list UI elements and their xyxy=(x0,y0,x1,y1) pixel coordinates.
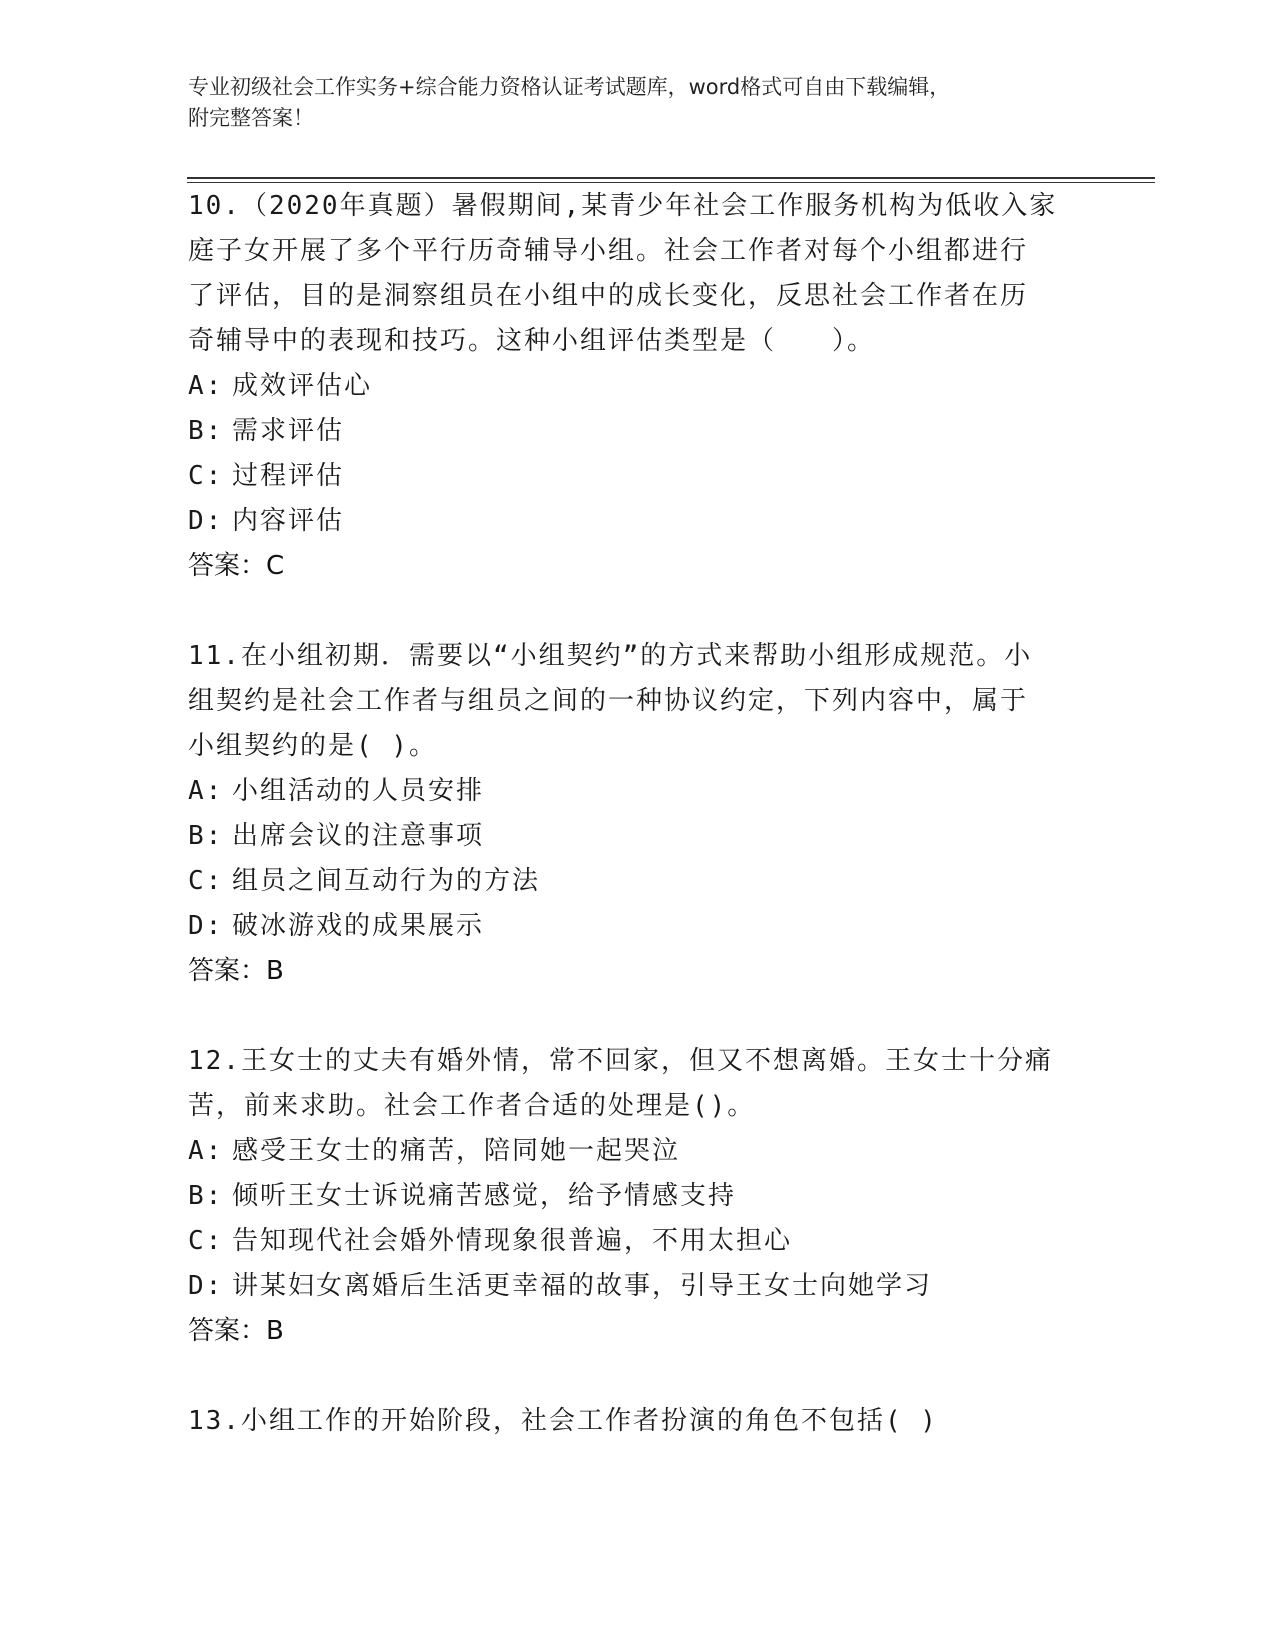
question-spacer xyxy=(188,1354,1088,1399)
stem-line: 12.王女士的丈夫有婚外情，常不回家，但又不想离婚。王女士十分痛 xyxy=(188,1046,1053,1076)
option-text: 感受王女士的痛苦，陪同她一起哭泣 xyxy=(232,1136,681,1166)
option-d xyxy=(188,499,1088,544)
question-stem xyxy=(188,184,1088,364)
question-stem xyxy=(188,634,1088,769)
document-header xyxy=(188,72,1088,134)
question-list xyxy=(188,184,1088,1444)
option-key: C: xyxy=(188,461,224,491)
stem-line: 苦，前来求助。社会工作者合适的处理是()。 xyxy=(188,1091,756,1121)
option-key: D: xyxy=(188,1271,224,1301)
stem-line: 小组契约的是( )。 xyxy=(188,731,437,761)
stem-line: 组契约是社会工作者与组员之间的一种协议约定，下列内容中，属于 xyxy=(188,686,1029,716)
option-text: 讲某妇女离婚后生活更幸福的故事，引导王女士向她学习 xyxy=(232,1271,933,1301)
option-key: A: xyxy=(188,371,224,401)
option-key: B: xyxy=(188,1181,224,1211)
question-spacer xyxy=(188,589,1088,634)
option-d xyxy=(188,904,1088,949)
option-text: 需求评估 xyxy=(232,416,345,446)
question-13 xyxy=(188,1399,1088,1444)
option-text: 成效评估心 xyxy=(232,371,373,401)
option-key: B: xyxy=(188,416,224,446)
option-d xyxy=(188,1264,1088,1309)
header-line-1: 专业初级社会工作实务+综合能力资格认证考试题库，word格式可自由下载编辑， xyxy=(188,75,951,99)
option-key: C: xyxy=(188,1226,224,1256)
option-text: 组员之间互动行为的方法 xyxy=(232,866,541,896)
option-c xyxy=(188,1219,1088,1264)
option-a xyxy=(188,1129,1088,1174)
header-line-2: 附完整答案！ xyxy=(188,106,314,130)
option-b xyxy=(188,409,1088,454)
option-a xyxy=(188,769,1088,814)
option-text: 倾听王女士诉说痛苦感觉，给予情感支持 xyxy=(232,1181,737,1211)
option-key: A: xyxy=(188,776,224,806)
stem-line: 11.在小组初期．需要以“小组契约”的方式来帮助小组形成规范。小 xyxy=(188,641,1033,671)
answer: 答案：B xyxy=(188,1316,284,1346)
option-key: C: xyxy=(188,866,224,896)
stem-line: 10.（2020年真题）暑假期间,某青少年社会工作服务机构为低收入家 xyxy=(188,191,1058,221)
header-divider-thick xyxy=(187,177,1155,179)
question-stem xyxy=(188,1399,1088,1444)
option-b xyxy=(188,1174,1088,1219)
header-divider-thin xyxy=(187,182,1155,183)
option-key: D: xyxy=(188,506,224,536)
stem-line: 13.小组工作的开始阶段，社会工作者扮演的角色不包括( ) xyxy=(188,1406,938,1436)
question-10 xyxy=(188,184,1088,589)
option-text: 告知现代社会婚外情现象很普遍，不用太担心 xyxy=(232,1226,793,1256)
option-text: 破冰游戏的成果展示 xyxy=(232,911,485,941)
option-text: 内容评估 xyxy=(232,506,345,536)
answer: 答案：C xyxy=(188,551,285,581)
option-a xyxy=(188,364,1088,409)
option-text: 小组活动的人员安排 xyxy=(232,776,485,806)
option-text: 过程评估 xyxy=(232,461,345,491)
stem-line: 奇辅导中的表现和技巧。这种小组评估类型是（ ）。 xyxy=(188,326,876,356)
question-11 xyxy=(188,634,1088,994)
stem-line: 庭子女开展了多个平行历奇辅导小组。社会工作者对每个小组都进行 xyxy=(188,236,1029,266)
stem-line: 了评估，目的是洞察组员在小组中的成长变化，反思社会工作者在历 xyxy=(188,281,1029,311)
option-text: 出席会议的注意事项 xyxy=(232,821,485,851)
option-c xyxy=(188,454,1088,499)
option-key: A: xyxy=(188,1136,224,1166)
question-spacer xyxy=(188,994,1088,1039)
question-12 xyxy=(188,1039,1088,1354)
option-key: B: xyxy=(188,821,224,851)
question-stem xyxy=(188,1039,1088,1129)
option-c xyxy=(188,859,1088,904)
option-b xyxy=(188,814,1088,859)
option-key: D: xyxy=(188,911,224,941)
answer: 答案：B xyxy=(188,956,284,986)
